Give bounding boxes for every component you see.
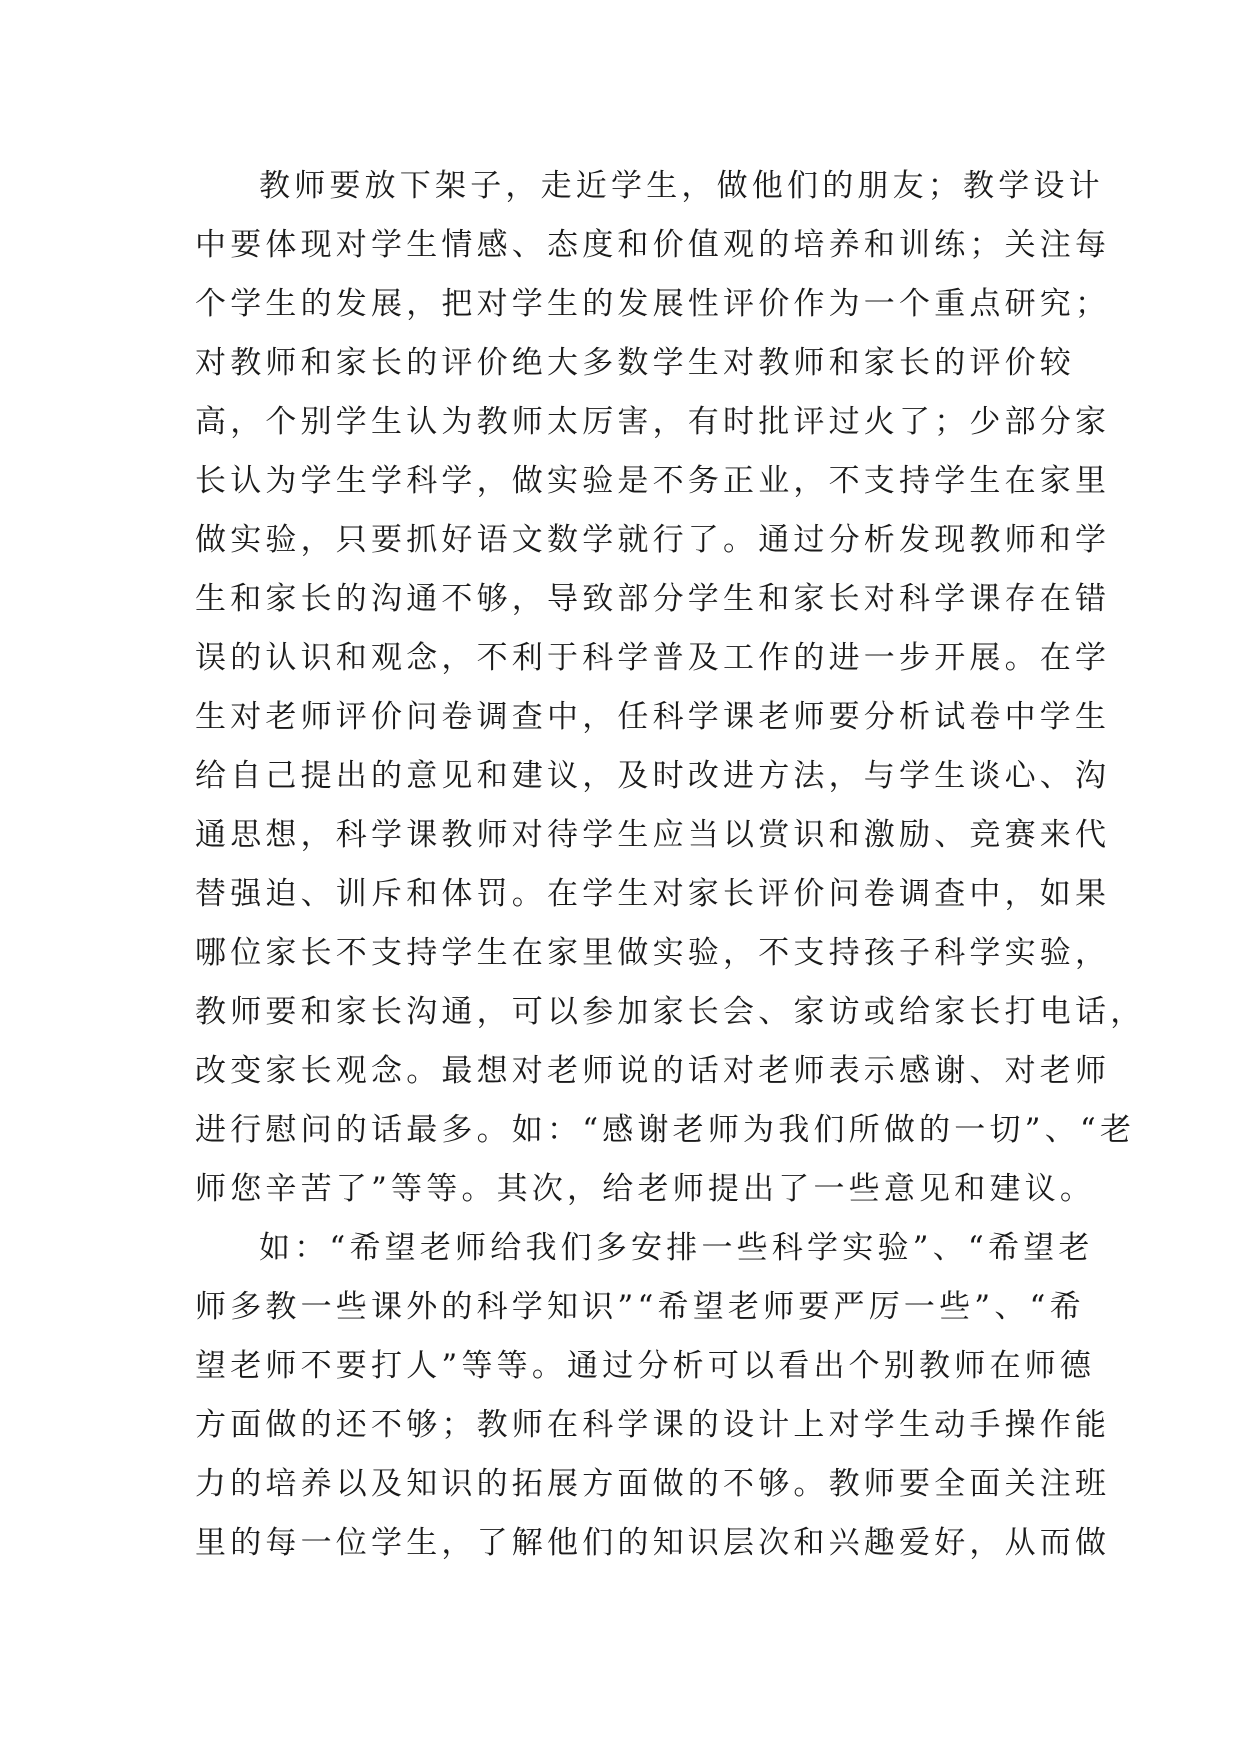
text-line: 生对老师评价问卷调查中，任科学课老师要分析试卷中学生 (195, 699, 1111, 735)
text-line: 误的认识和观念，不利于科学普及工作的进一步开展。在学 (195, 640, 1111, 676)
text-line: 给自己提出的意见和建议，及时改进方法，与学生谈心、沟 (195, 758, 1111, 794)
text-line: 教师要和家长沟通，可以参加家长会、家访或给家长打电话， (195, 994, 1146, 1030)
paragraph-2 (195, 1219, 1111, 1573)
text-line: 师您辛苦了”等等。其次，给老师提出了一些意见和建议。 (195, 1171, 1096, 1207)
text-line: 中要体现对学生情感、态度和价值观的培养和训练；关注每 (195, 227, 1111, 263)
text-line: 师多教一些课外的科学知识”“希望老师要严厉一些”、“希 (195, 1289, 1085, 1325)
text-line: 力的培养以及知识的拓展方面做的不够。教师要全面关注班 (195, 1466, 1111, 1502)
text-line: 长认为学生学科学，做实验是不务正业，不支持学生在家里 (195, 463, 1111, 499)
text-line: 进行慰问的话最多。如：“感谢老师为我们所做的一切”、“老 (195, 1112, 1136, 1148)
text-line: 通思想，科学课教师对待学生应当以赏识和激励、竞赛来代 (195, 817, 1111, 853)
paragraph-1 (195, 157, 1146, 1219)
body-text (195, 157, 1146, 1573)
text-line: 对教师和家长的评价绝大多数学生对教师和家长的评价较 (195, 345, 1075, 381)
text-line: 方面做的还不够；教师在科学课的设计上对学生动手操作能 (195, 1407, 1111, 1443)
text-line: 改变家长观念。最想对老师说的话对老师表示感谢、对老师 (195, 1053, 1111, 1089)
text-line: 做实验，只要抓好语文数学就行了。通过分析发现教师和学 (195, 522, 1111, 558)
text-line: 个学生的发展，把对学生的发展性评价作为一个重点研究； (195, 286, 1111, 322)
text-line: 教师要放下架子，走近学生，做他们的朋友；教学设计 (259, 168, 1104, 204)
text-line: 如：“希望老师给我们多安排一些科学实验”、“希望老 (259, 1230, 1094, 1266)
text-line: 高，个别学生认为教师太厉害，有时批评过火了；少部分家 (195, 404, 1111, 440)
text-line: 里的每一位学生，了解他们的知识层次和兴趣爱好，从而做 (195, 1525, 1111, 1561)
text-line: 生和家长的沟通不够，导致部分学生和家长对科学课存在错 (195, 581, 1111, 617)
text-line: 替强迫、训斥和体罚。在学生对家长评价问卷调查中，如果 (195, 876, 1111, 912)
text-line: 哪位家长不支持学生在家里做实验，不支持孩子科学实验， (195, 935, 1111, 971)
text-line: 望老师不要打人”等等。通过分析可以看出个别教师在师德 (195, 1348, 1096, 1384)
